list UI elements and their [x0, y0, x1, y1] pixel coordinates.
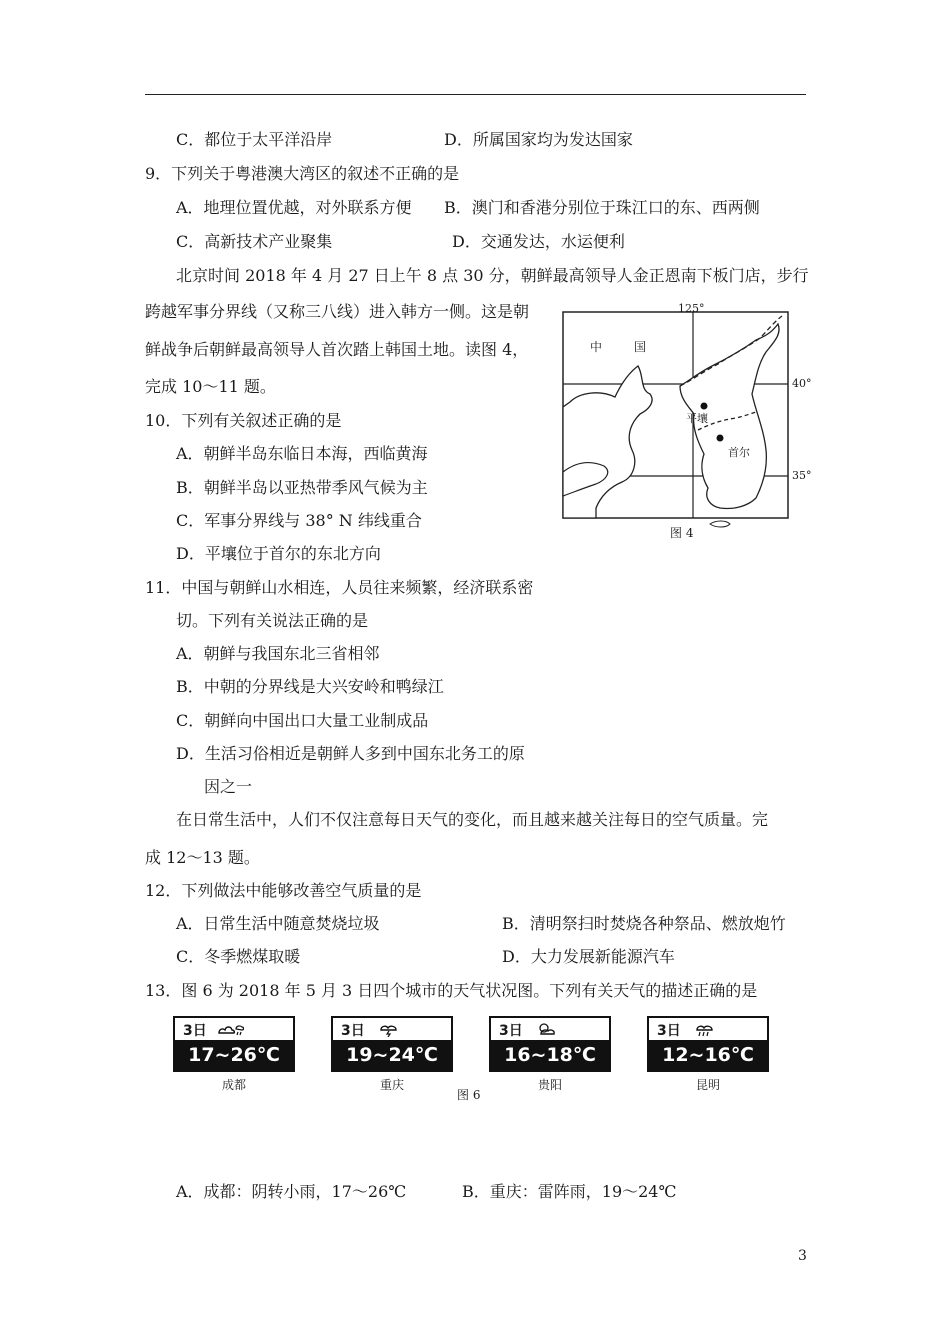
q12-stem: 12．下列做法中能够改善空气质量的是 [145, 881, 422, 900]
thunder-rain-icon [375, 1021, 403, 1037]
weather-city-chongqing: 重庆 [379, 1078, 404, 1092]
header-rule [145, 94, 806, 95]
weather-city-chengdu: 成都 [221, 1078, 246, 1092]
q9-option-d: D．交通发达，水运便利 [452, 232, 625, 251]
q10-option-c: C．军事分界线与 38° N 纬线重合 [176, 511, 422, 530]
q8-option-d: D．所属国家均为发达国家 [444, 130, 633, 149]
q12-option-b: B．清明祭扫时焚烧各种祭品、燃放炮竹 [502, 914, 786, 933]
q9-option-a: A．地理位置优越，对外联系方便 [176, 198, 412, 217]
figure-6-caption: 图 6 [457, 1088, 481, 1102]
q11-option-c: C．朝鲜向中国出口大量工业制成品 [176, 711, 429, 730]
weather-card-kunming [647, 1016, 769, 1072]
passage2-line-1: 在日常生活中，人们不仅注意每日天气的变化，而且越来越关注每日的空气质量。完 [176, 810, 769, 829]
jeju-island [710, 521, 730, 527]
weather-city-guiyang: 贵阳 [537, 1078, 562, 1092]
lat-35-label: 35° [792, 469, 812, 482]
cloudy-icon [533, 1021, 561, 1037]
weather-temp: 17~26℃ [175, 1040, 293, 1070]
q10-option-d: D．平壤位于首尔的东北方向 [176, 544, 381, 563]
page-number: 3 [798, 1248, 807, 1264]
weather-temp: 19~24℃ [333, 1040, 451, 1070]
q12-option-c: C．冬季燃煤取暖 [176, 947, 301, 966]
q10-option-b: B．朝鲜半岛以亚热带季风气候为主 [176, 478, 428, 497]
q13-option-b: B．重庆：雷阵雨，19～24℃ [462, 1182, 677, 1201]
figure-4-caption: 图 4 [670, 526, 694, 540]
cloudy-to-rain-icon [217, 1021, 245, 1037]
q9-option-b: B．澳门和香港分别位于珠江口的东、西两侧 [444, 198, 760, 217]
seoul-label: 首尔 [728, 446, 750, 459]
passage1-line-4: 完成 10～11 题。 [145, 377, 276, 396]
q10-stem: 10．下列有关叙述正确的是 [145, 411, 342, 430]
pyongyang-label: 平壤 [686, 412, 708, 425]
weather-day: 3日 [341, 1023, 365, 1039]
rain-icon [691, 1021, 719, 1037]
q11-stem-line-1: 11．中国与朝鲜山水相连，人员往来频繁，经济联系密 [145, 578, 534, 597]
q10-option-a: A．朝鲜半岛东临日本海，西临黄海 [176, 444, 428, 463]
q11-option-b: B．中朝的分界线是大兴安岭和鸭绿江 [176, 677, 444, 696]
china-label: 中 国 [590, 340, 657, 354]
q12-option-d: D．大力发展新能源汽车 [502, 947, 675, 966]
weather-temp: 12~16℃ [649, 1040, 767, 1070]
q9-stem: 9．下列关于粤港澳大湾区的叙述不正确的是 [145, 164, 460, 183]
q8-option-c: C．都位于太平洋沿岸 [176, 130, 333, 149]
weather-temp: 16~18℃ [491, 1040, 609, 1070]
passage1-line-3: 鲜战争后朝鲜最高领导人首次踏上韩国土地。读图 4， [145, 340, 529, 359]
q13-option-a: A．成都：阴转小雨，17～26℃ [176, 1182, 407, 1201]
weather-day: 3日 [499, 1023, 523, 1039]
q13-stem: 13．图 6 为 2018 年 5 月 3 日四个城市的天气状况图。下列有关天气的描述正确的是 [145, 981, 758, 1000]
q9-option-c: C．高新技术产业聚集 [176, 232, 333, 251]
weather-card-chengdu [173, 1016, 295, 1072]
q11-option-a: A．朝鲜与我国东北三省相邻 [176, 644, 380, 663]
passage1-line-1: 北京时间 2018 年 4 月 27 日上午 8 点 30 分，朝鲜最高领导人金正恩南下板门店，步行 [176, 266, 809, 285]
seoul-dot-icon [717, 435, 724, 442]
weather-day: 3日 [657, 1023, 681, 1039]
q11-option-d-line-2: 因之一 [204, 777, 253, 796]
weather-card-chongqing [331, 1016, 453, 1072]
q11-stem-line-2: 切。下列有关说法正确的是 [176, 611, 369, 630]
korea-map-figure [560, 302, 826, 542]
q11-option-d-line-1: D．生活习俗相近是朝鲜人多到中国东北务工的原 [176, 744, 525, 763]
pyongyang-dot-icon [701, 403, 708, 410]
lon-125-label: 125° [678, 302, 705, 315]
lat-40-label: 40° [792, 377, 812, 390]
weather-day: 3日 [183, 1023, 207, 1039]
q12-option-a: A．日常生活中随意焚烧垃圾 [176, 914, 380, 933]
passage2-line-2: 成 12～13 题。 [145, 848, 260, 867]
weather-card-guiyang [489, 1016, 611, 1072]
weather-city-kunming: 昆明 [695, 1078, 720, 1092]
passage1-line-2: 跨越军事分界线（又称三八线）进入韩方一侧。这是朝 [145, 302, 530, 321]
